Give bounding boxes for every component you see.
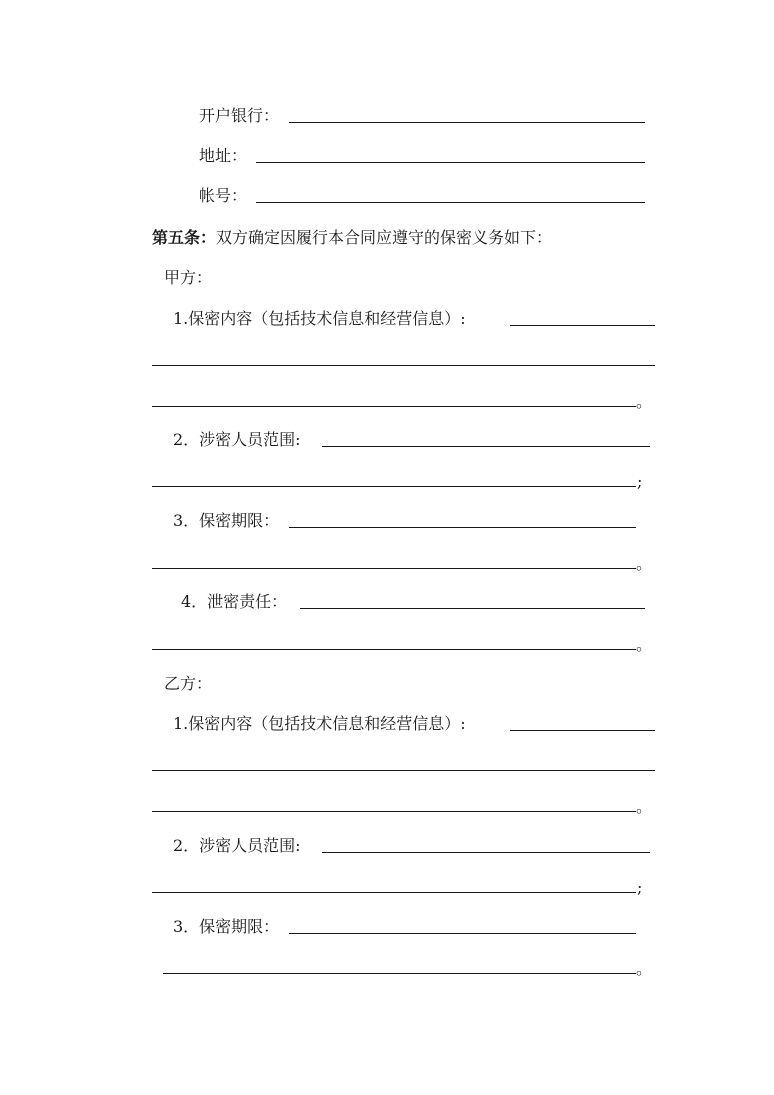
party-a-item1-line-1[interactable]: [510, 325, 655, 326]
party-b-item1-line-2[interactable]: [152, 770, 655, 771]
party-a-item3-line-1[interactable]: [289, 527, 636, 528]
party-b-item2-line-1[interactable]: [322, 852, 650, 853]
party-b-item2-line-2[interactable]: [152, 892, 636, 893]
party-a-item1-label: 1.保密内容（包括技术信息和经营信息）:: [173, 309, 466, 328]
party-b-item3-label: 3．保密期限：: [173, 917, 280, 936]
party-b-item3-period: 。: [636, 959, 653, 978]
party-b-item1-line-3[interactable]: [152, 811, 636, 812]
article5-heading: 第五条：: [152, 228, 217, 247]
party-b-item2-semicolon: ;: [637, 878, 643, 897]
party-a-item3-line-2[interactable]: [152, 568, 636, 569]
party-a-item1-line-2[interactable]: [152, 365, 655, 366]
party-a-item1-period: 。: [636, 392, 653, 411]
party-a-item4-label: 4．泄密责任：: [181, 592, 288, 611]
party-a-item4-period: 。: [636, 635, 653, 654]
party-a-item1-line-3[interactable]: [152, 406, 636, 407]
party-a-item2-line-1[interactable]: [322, 446, 650, 447]
address-label: 地址：: [199, 146, 248, 165]
party-b-item1-label: 1.保密内容（包括技术信息和经营信息）:: [173, 714, 466, 733]
party-b-item1-period: 。: [636, 797, 653, 816]
address-field-line[interactable]: [256, 162, 645, 163]
article5-line: [152, 228, 552, 248]
account-field-line[interactable]: [256, 202, 645, 203]
party-b-item1-line-1[interactable]: [510, 730, 655, 731]
party-a-item4-line-1[interactable]: [300, 608, 645, 609]
bank-field-line[interactable]: [289, 122, 645, 123]
bank-label: 开户银行：: [199, 106, 280, 125]
party-a-item2-semicolon: ;: [637, 472, 643, 491]
party-b-item3-line-1[interactable]: [289, 933, 636, 934]
party-a-item3-period: 。: [636, 554, 653, 573]
party-b-item3-line-2[interactable]: [163, 973, 636, 974]
party-a-item2-label: 2．涉密人员范围:: [173, 430, 301, 449]
party-b-label: 乙方：: [164, 674, 213, 693]
account-label: 帐号：: [199, 186, 248, 205]
party-a-label: 甲方：: [164, 268, 213, 287]
article5-text: 双方确定因履行本合同应遵守的保密义务如下：: [216, 228, 553, 247]
party-a-item3-label: 3．保密期限：: [173, 511, 280, 530]
party-a-item4-line-2[interactable]: [152, 649, 636, 650]
party-a-item2-line-2[interactable]: [152, 486, 636, 487]
party-b-item2-label: 2．涉密人员范围:: [173, 836, 301, 855]
